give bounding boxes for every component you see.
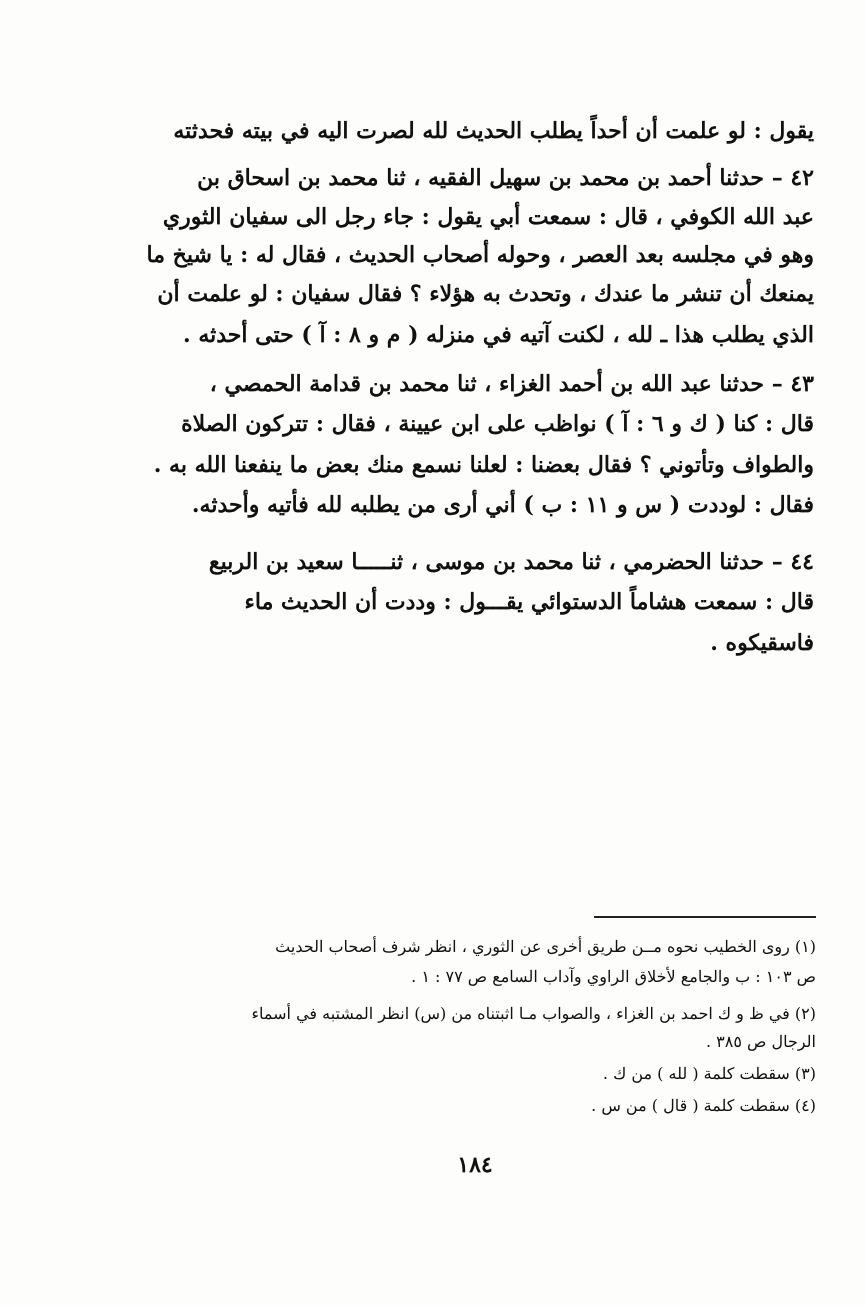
body-line-3: عبد الله الكوفي ، قال : سمعت أبي يقول : جاء رجل الى سفيان الثوري — [162, 204, 814, 230]
footnote-divider — [594, 916, 816, 918]
body-line-7: ٤٣ – حدثنا عبد الله بن أحمد الغزاء ، ثنا محمد بن قدامة الحمصي ، — [209, 371, 814, 397]
body-line-8: قال : كنا ( ك و ٦ : آ ) نواظب على ابن عيينة ، فقال : تتركون الصلاة — [181, 411, 814, 437]
body-line-2: ٤٢ – حدثنا أحمد بن محمد بن سهيل الفقيه ، ثنا محمد بن اسحاق بن — [197, 165, 814, 191]
body-line-10: فقال : لوددت ( س و ١١ : ب ) أني أرى من يطلبه لله فأتيه وأحدثه. — [191, 492, 814, 518]
page-number: ١٨٤ — [457, 1152, 493, 1178]
body-line-11: ٤٤ – حدثنا الحضرمي ، ثنا محمد بن موسى ، ثنـــــا سعيد بن الربيع — [208, 549, 814, 575]
body-line-9: والطواف وتأتوني ؟ فقال بعضنا : لعلنا نسمع منك بعض ما ينفعنا الله به . — [153, 452, 814, 478]
footnote-line-4: الرجال ص ٣٨٥ . — [705, 1032, 816, 1051]
body-line-13: فاسقيكوه . — [710, 630, 814, 656]
body-line-1: يقول : لو علمت أن أحداً يطلب الحديث لله لصرت اليه في بيته فحدثته — [173, 118, 814, 144]
body-line-4: وهو في مجلسه بعد العصر ، وحوله أصحاب الحديث ، فقال له : يا شيخ ما — [146, 242, 814, 268]
body-line-6: الذي يطلب هذا ـ لله ، لكنت آتيه في منزله ( م و ٨ : آ ) حتى أحدثه . — [183, 322, 814, 348]
footnote-line-2: ص ١٠٣ : ب والجامع لأخلاق الراوي وآداب السامع ص ٧٧ : ١ . — [411, 967, 816, 986]
footnote-line-5: (٣) سقطت كلمة ( لله ) من ك . — [602, 1064, 816, 1083]
body-line-5: يمنعك أن تنشر ما عندك ، وتحدث به هؤلاء ؟ فقال سفيان : لو علمت أن — [157, 281, 814, 307]
footnote-line-1: (١) روى الخطيب نحوه مــن طريق أخرى عن الثوري ، انظر شرف أصحاب الحديث — [275, 937, 816, 956]
body-line-12: قال : سمعت هشاماً الدستوائي يقـــول : وددت أن الحديث ماء — [244, 589, 814, 615]
footnote-line-6: (٤) سقطت كلمة ( قال ) من س . — [591, 1096, 816, 1115]
footnote-line-3: (٢) في ظ و ك احمد بن الغزاء ، والصواب مـا اثبتناه من (س) انظر المشتبه في أسماء — [251, 1004, 816, 1023]
